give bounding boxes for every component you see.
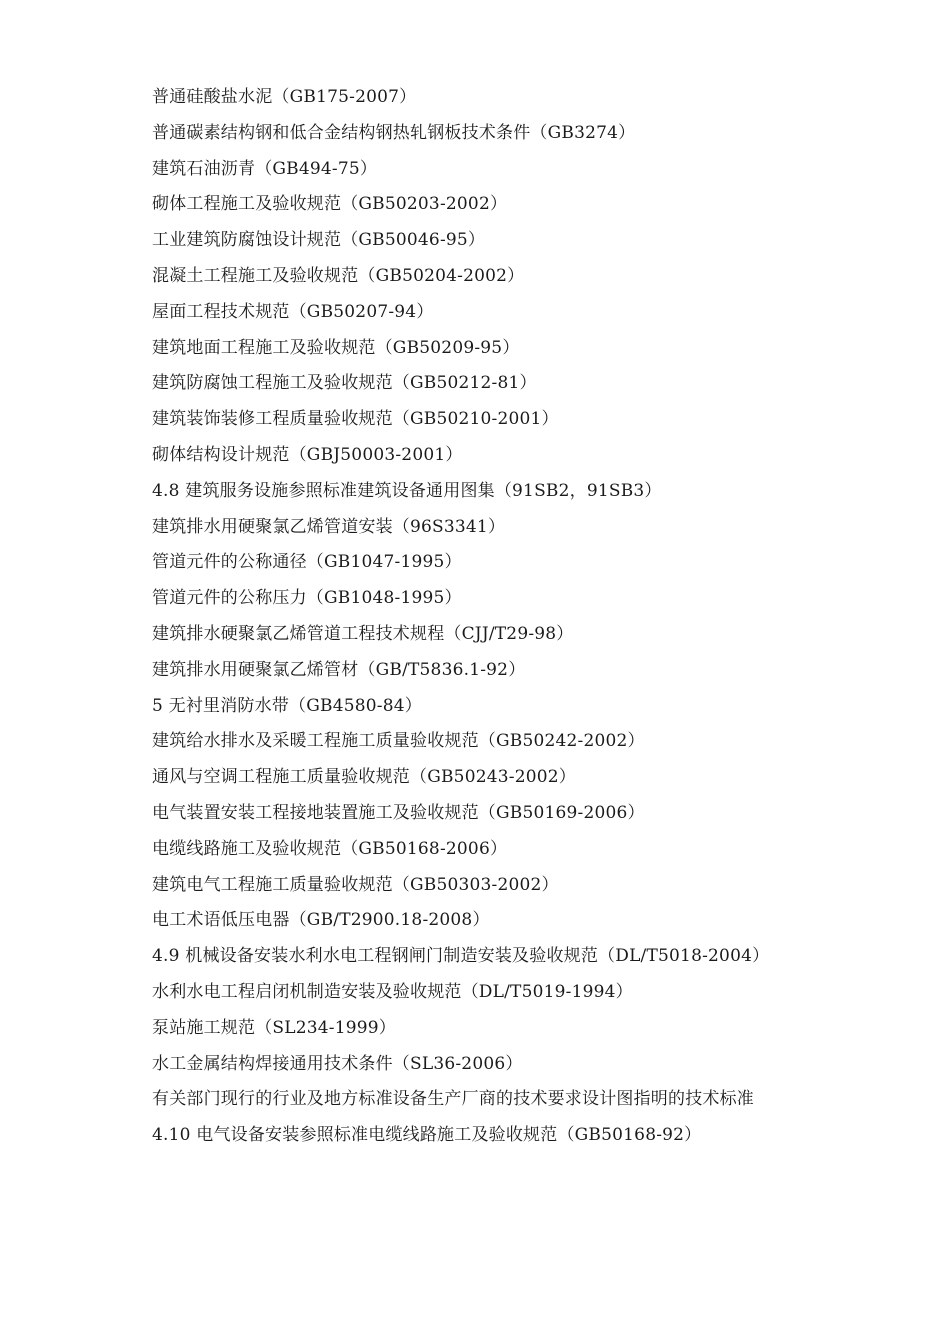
- text-line: 管道元件的公称压力（GB1048-1995）: [152, 588, 462, 609]
- text-line: 工业建筑防腐蚀设计规范（GB50046-95）: [152, 230, 486, 251]
- text-line: 建筑排水硬聚氯乙烯管道工程技术规程（CJJ/T29-98）: [152, 623, 574, 644]
- text-line: 建筑排水用硬聚氯乙烯管道安装（96S3341）: [152, 516, 506, 537]
- text-line: 普通硅酸盐水泥（GB175-2007）: [152, 87, 417, 107]
- text-line: 水工金属结构焊接通用技术条件（SL36-2006）: [152, 1053, 523, 1074]
- text-line: 电缆线路施工及验收规范（GB50168-2006）: [152, 838, 508, 859]
- text-line: 有关部门现行的行业及地方标准设备生产厂商的技术要求设计图指明的技术标准: [152, 1089, 754, 1110]
- text-line: 建筑电气工程施工质量验收规范（GB50303-2002）: [152, 874, 559, 895]
- text-line: 建筑排水用硬聚氯乙烯管材（GB/T5836.1-92）: [152, 659, 526, 680]
- text-line: 通风与空调工程施工质量验收规范（GB50243-2002）: [152, 767, 576, 788]
- text-line: 建筑装饰装修工程质量验收规范（GB50210-2001）: [152, 409, 559, 430]
- text-line: 泵站施工规范（SL234-1999）: [152, 1017, 396, 1038]
- text-line: 混凝土工程施工及验收规范（GB50204-2002）: [152, 265, 525, 286]
- section-heading-4-8: 4.8 建筑服务设施参照标准建筑设备通用图集（91SB2，91SB3）: [152, 480, 662, 501]
- standards-list: [152, 84, 912, 1158]
- section-heading-4-10: 4.10 电气设备安装参照标准电缆线路施工及验收规范（GB50168-92）: [152, 1125, 702, 1146]
- text-line: 管道元件的公称通径（GB1047-1995）: [152, 552, 462, 573]
- text-line: 电气装置安装工程接地装置施工及验收规范（GB50169-2006）: [152, 802, 645, 823]
- text-line: 砌体结构设计规范（GBJ50003-2001）: [152, 444, 463, 465]
- text-line: 普通碳素结构钢和低合金结构钢热轧钢板技术条件（GB3274）: [152, 122, 636, 143]
- text-line: 建筑防腐蚀工程施工及验收规范（GB50212-81）: [152, 373, 537, 394]
- text-line: 建筑地面工程施工及验收规范（GB50209-95）: [152, 337, 520, 358]
- text-line: 建筑石油沥青（GB494-75）: [152, 158, 378, 179]
- text-line: 电工术语低压电器（GB/T2900.18-2008）: [152, 910, 490, 931]
- text-line: 砌体工程施工及验收规范（GB50203-2002）: [152, 194, 508, 215]
- text-line: 水利水电工程启闭机制造安装及验收规范（DL/T5019-1994）: [152, 981, 633, 1002]
- text-line: 建筑给水排水及采暖工程施工质量验收规范（GB50242-2002）: [152, 731, 645, 752]
- text-line: 5 无衬里消防水带（GB4580-84）: [152, 695, 422, 716]
- text-line: 屋面工程技术规范（GB50207-94）: [152, 301, 434, 322]
- section-heading-4-9: 4.9 机械设备安装水利水电工程钢闸门制造安装及验收规范（DL/T5018-2004）: [152, 946, 770, 967]
